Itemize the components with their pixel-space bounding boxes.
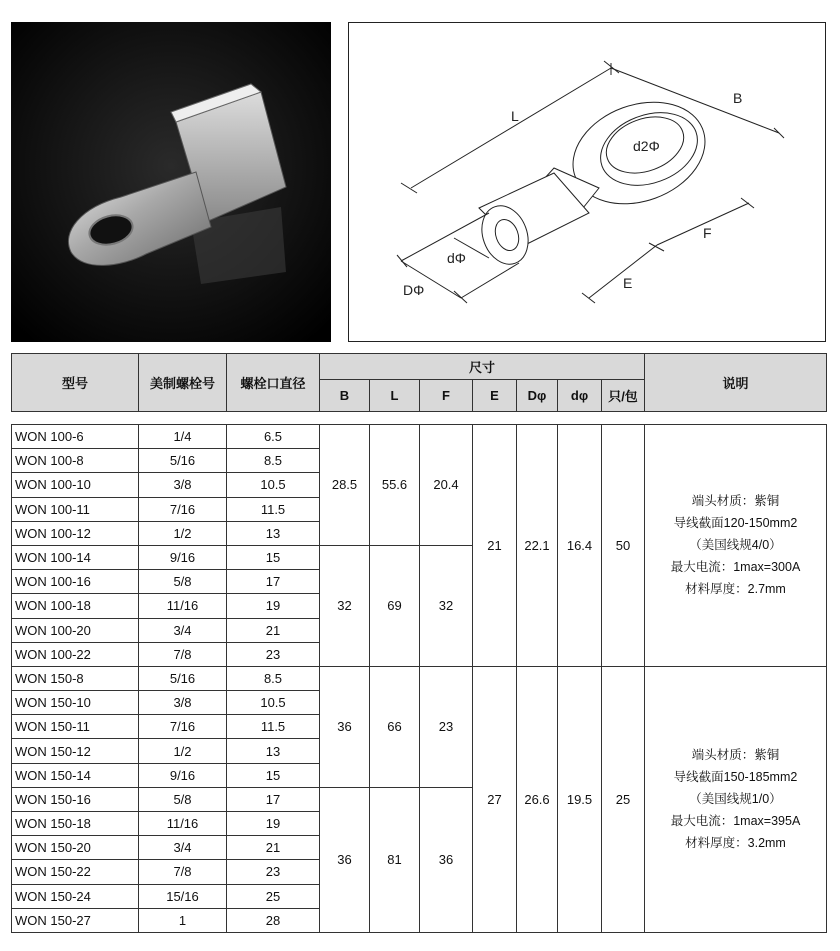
cell-dphi: 19.5: [558, 666, 602, 932]
cell-dia: 15: [227, 545, 320, 569]
cell-B: 32: [320, 545, 370, 666]
cell-bolt: 5/16: [139, 666, 227, 690]
cell-dia: 28: [227, 908, 320, 932]
cell-bolt: 7/8: [139, 642, 227, 666]
header-size: 尺寸: [320, 354, 645, 380]
cell-dia: 17: [227, 787, 320, 811]
cell-bolt: 3/4: [139, 836, 227, 860]
note-line: 最大电流：1max=300A: [670, 560, 801, 575]
cell-L: 69: [370, 545, 420, 666]
cell-per_pack: 25: [602, 666, 645, 932]
cell-dia: 25: [227, 884, 320, 908]
cell-bolt: 5/8: [139, 787, 227, 811]
note-line: 端头材质：紫铜: [691, 494, 780, 509]
cell-model: WON 150-18: [12, 812, 139, 836]
header-per-pack: 只/包: [602, 380, 645, 412]
cell-bolt: 7/16: [139, 715, 227, 739]
cell-bolt: 3/4: [139, 618, 227, 642]
cell-dia: 17: [227, 570, 320, 594]
cell-model: WON 100-14: [12, 545, 139, 569]
cell-dia: 13: [227, 739, 320, 763]
header-note: 说明: [645, 354, 827, 412]
cell-F: 32: [420, 545, 473, 666]
cell-bolt: 9/16: [139, 545, 227, 569]
cell-model: WON 150-22: [12, 860, 139, 884]
cell-note: [645, 425, 827, 667]
cell-F: 23: [420, 666, 473, 787]
cell-model: WON 100-18: [12, 594, 139, 618]
cell-bolt: 1/2: [139, 739, 227, 763]
cell-model: WON 150-20: [12, 836, 139, 860]
header-model: 型号: [12, 354, 139, 412]
cell-model: WON 100-8: [12, 449, 139, 473]
cell-bolt: 3/8: [139, 691, 227, 715]
table-body: [12, 425, 827, 933]
cell-bolt: 11/16: [139, 594, 227, 618]
cell-bolt: 15/16: [139, 884, 227, 908]
note-line: 材料厚度：2.7mm: [685, 582, 786, 597]
header-F: F: [420, 380, 473, 412]
cell-L: 55.6: [370, 425, 420, 546]
cell-dia: 10.5: [227, 691, 320, 715]
cell-dia: 10.5: [227, 473, 320, 497]
header-B: B: [320, 380, 370, 412]
header-bolt-dia: 螺栓口直径: [227, 354, 320, 412]
cell-model: WON 100-6: [12, 425, 139, 449]
cell-per_pack: 50: [602, 425, 645, 667]
header-bolt-us: 美制螺栓号: [139, 354, 227, 412]
cell-bolt: 5/16: [139, 449, 227, 473]
cell-L: 66: [370, 666, 420, 787]
cell-e: 27: [473, 666, 517, 932]
cell-F: 20.4: [420, 425, 473, 546]
dim-label-E: E: [623, 275, 633, 291]
header-E: E: [473, 380, 517, 412]
cell-dia: 11.5: [227, 497, 320, 521]
cell-bolt: 11/16: [139, 812, 227, 836]
cell-B: 36: [320, 666, 370, 787]
dim-label-d2: d2Φ: [633, 138, 660, 154]
cell-dia: 21: [227, 836, 320, 860]
cell-dia: 23: [227, 860, 320, 884]
header-dphi: dφ: [558, 380, 602, 412]
note-line: 导线截面120-150mm2: [673, 516, 798, 531]
table-row: [12, 425, 827, 449]
cell-model: WON 100-16: [12, 570, 139, 594]
cell-bolt: 1/4: [139, 425, 227, 449]
cell-model: WON 100-22: [12, 642, 139, 666]
note-line: （美国线规4/0）: [689, 538, 782, 553]
dim-label-L: L: [511, 108, 519, 124]
cell-model: WON 100-10: [12, 473, 139, 497]
product-photo: [11, 22, 331, 342]
cell-model: WON 150-10: [12, 691, 139, 715]
note-line: 最大电流：1max=395A: [670, 814, 801, 829]
cell-model: WON 150-12: [12, 739, 139, 763]
cell-model: WON 150-11: [12, 715, 139, 739]
cell-bolt: 1/2: [139, 521, 227, 545]
cell-F: 36: [420, 787, 473, 932]
cell-dia: 8.5: [227, 449, 320, 473]
cell-dphi: 26.6: [517, 666, 558, 932]
table-spacer: [12, 412, 827, 425]
cell-dphi: 22.1: [517, 425, 558, 667]
dimension-diagram: [348, 22, 826, 342]
cell-model: WON 100-11: [12, 497, 139, 521]
cell-dia: 6.5: [227, 425, 320, 449]
cell-e: 21: [473, 425, 517, 667]
cell-bolt: 7/8: [139, 860, 227, 884]
cell-bolt: 1: [139, 908, 227, 932]
note-line: 导线截面150-185mm2: [673, 770, 798, 785]
cell-model: WON 150-24: [12, 884, 139, 908]
cell-model: WON 100-20: [12, 618, 139, 642]
note-line: 端头材质：紫铜: [691, 748, 780, 763]
cell-model: WON 150-27: [12, 908, 139, 932]
cell-bolt: 9/16: [139, 763, 227, 787]
dim-label-D: DΦ: [403, 282, 425, 298]
cell-model: WON 150-8: [12, 666, 139, 690]
cell-bolt: 5/8: [139, 570, 227, 594]
dim-label-F: F: [703, 225, 712, 241]
table-header: [12, 354, 827, 412]
dim-label-d: dΦ: [447, 250, 466, 266]
cell-model: WON 150-16: [12, 787, 139, 811]
cell-dia: 23: [227, 642, 320, 666]
cell-model: WON 150-14: [12, 763, 139, 787]
cell-bolt: 3/8: [139, 473, 227, 497]
cell-B: 36: [320, 787, 370, 932]
cell-dia: 21: [227, 618, 320, 642]
cell-dia: 11.5: [227, 715, 320, 739]
cell-dia: 8.5: [227, 666, 320, 690]
spec-table: [11, 353, 826, 933]
cell-bolt: 7/16: [139, 497, 227, 521]
cell-B: 28.5: [320, 425, 370, 546]
header-Dphi: Dφ: [517, 380, 558, 412]
note-line: 材料厚度：3.2mm: [685, 836, 786, 851]
cell-dia: 15: [227, 763, 320, 787]
dim-label-B: B: [733, 90, 743, 106]
note-line: （美国线规1/0）: [689, 792, 782, 807]
table-row: [12, 666, 827, 690]
cell-dphi: 16.4: [558, 425, 602, 667]
cell-dia: 19: [227, 594, 320, 618]
cell-dia: 13: [227, 521, 320, 545]
cell-model: WON 100-12: [12, 521, 139, 545]
cell-L: 81: [370, 787, 420, 932]
header-L: L: [370, 380, 420, 412]
cell-dia: 19: [227, 812, 320, 836]
cell-note: [645, 666, 827, 932]
